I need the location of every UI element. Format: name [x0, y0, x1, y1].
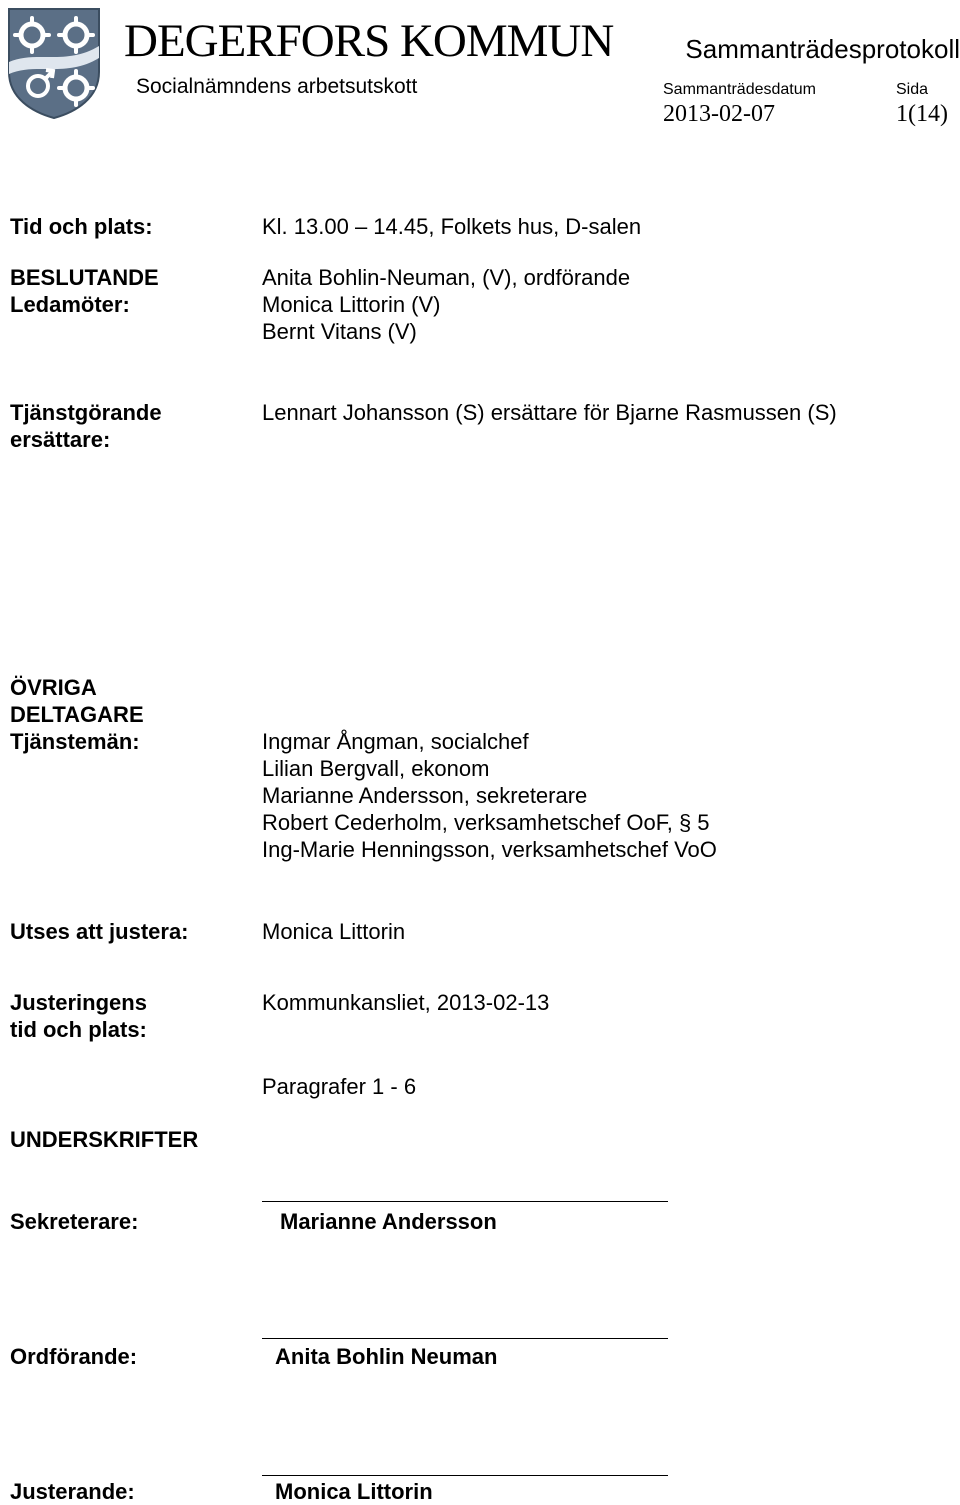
department-name: Socialnämndens arbetsutskott: [136, 75, 418, 98]
signatures-heading: UNDERSKRIFTER: [10, 1127, 199, 1152]
member-item: Bernt Vitans (V): [262, 319, 417, 344]
signature-line-chair: [262, 1338, 668, 1339]
substitutes-value: Lennart Johansson (S) ersättare för Bjarne Rasmussen (S): [262, 400, 837, 425]
member-item: Monica Littorin (V): [262, 292, 441, 317]
participant-item: Marianne Andersson, sekreterare: [262, 783, 588, 808]
adjuster-label: Utses att justera:: [10, 919, 189, 944]
chair-label: Ordförande:: [10, 1344, 138, 1369]
time-place-value: Kl. 13.00 – 14.45, Folkets hus, D-salen: [262, 214, 642, 239]
participant-item: Robert Cederholm, verksamhetschef OoF, § 5: [262, 810, 710, 835]
adjuster-sign-label: Justerande:: [10, 1479, 135, 1504]
signature-line-secretary: [262, 1201, 668, 1202]
meeting-date-label: Sammanträdesdatum: [663, 81, 816, 98]
secretary-name: Marianne Andersson: [280, 1209, 497, 1234]
others-label: ÖVRIGA DELTAGARE Tjänstemän:: [10, 675, 144, 754]
adjuster-sign-name: Monica Littorin: [275, 1479, 433, 1504]
members-list: [262, 264, 630, 345]
substitutes-label: Tjänstgörande ersättare:: [10, 400, 162, 452]
adjustment-value: Kommunkansliet, 2013-02-13: [262, 990, 550, 1015]
adjustment-label: Justeringens tid och plats:: [10, 990, 147, 1042]
meeting-date: 2013-02-07: [663, 101, 775, 127]
signature-line-adjuster: [262, 1475, 668, 1476]
participant-item: Ingmar Ångman, socialchef: [262, 729, 529, 754]
municipality-logo: [6, 6, 102, 120]
member-item: Anita Bohlin-Neuman, (V), ordförande: [262, 265, 631, 290]
paragraphs-range: Paragrafer 1 - 6: [262, 1074, 417, 1099]
page-number: 1(14): [896, 101, 948, 127]
participant-item: Lilian Bergvall, ekonom: [262, 756, 490, 781]
members-label: BESLUTANDE Ledamöter:: [10, 265, 159, 317]
others-list: [262, 728, 717, 863]
adjuster-value: Monica Littorin: [262, 919, 406, 944]
page-label: Sida: [896, 81, 929, 98]
municipality-name: DEGERFORS KOMMUN: [124, 15, 614, 67]
secretary-label: Sekreterare:: [10, 1209, 139, 1234]
time-place-label: Tid och plats:: [10, 214, 153, 239]
chair-name: Anita Bohlin Neuman: [275, 1344, 498, 1369]
document-type: Sammanträdesprotokoll: [685, 34, 960, 64]
participant-item: Ing-Marie Henningsson, verksamhetschef VoO: [262, 837, 717, 862]
